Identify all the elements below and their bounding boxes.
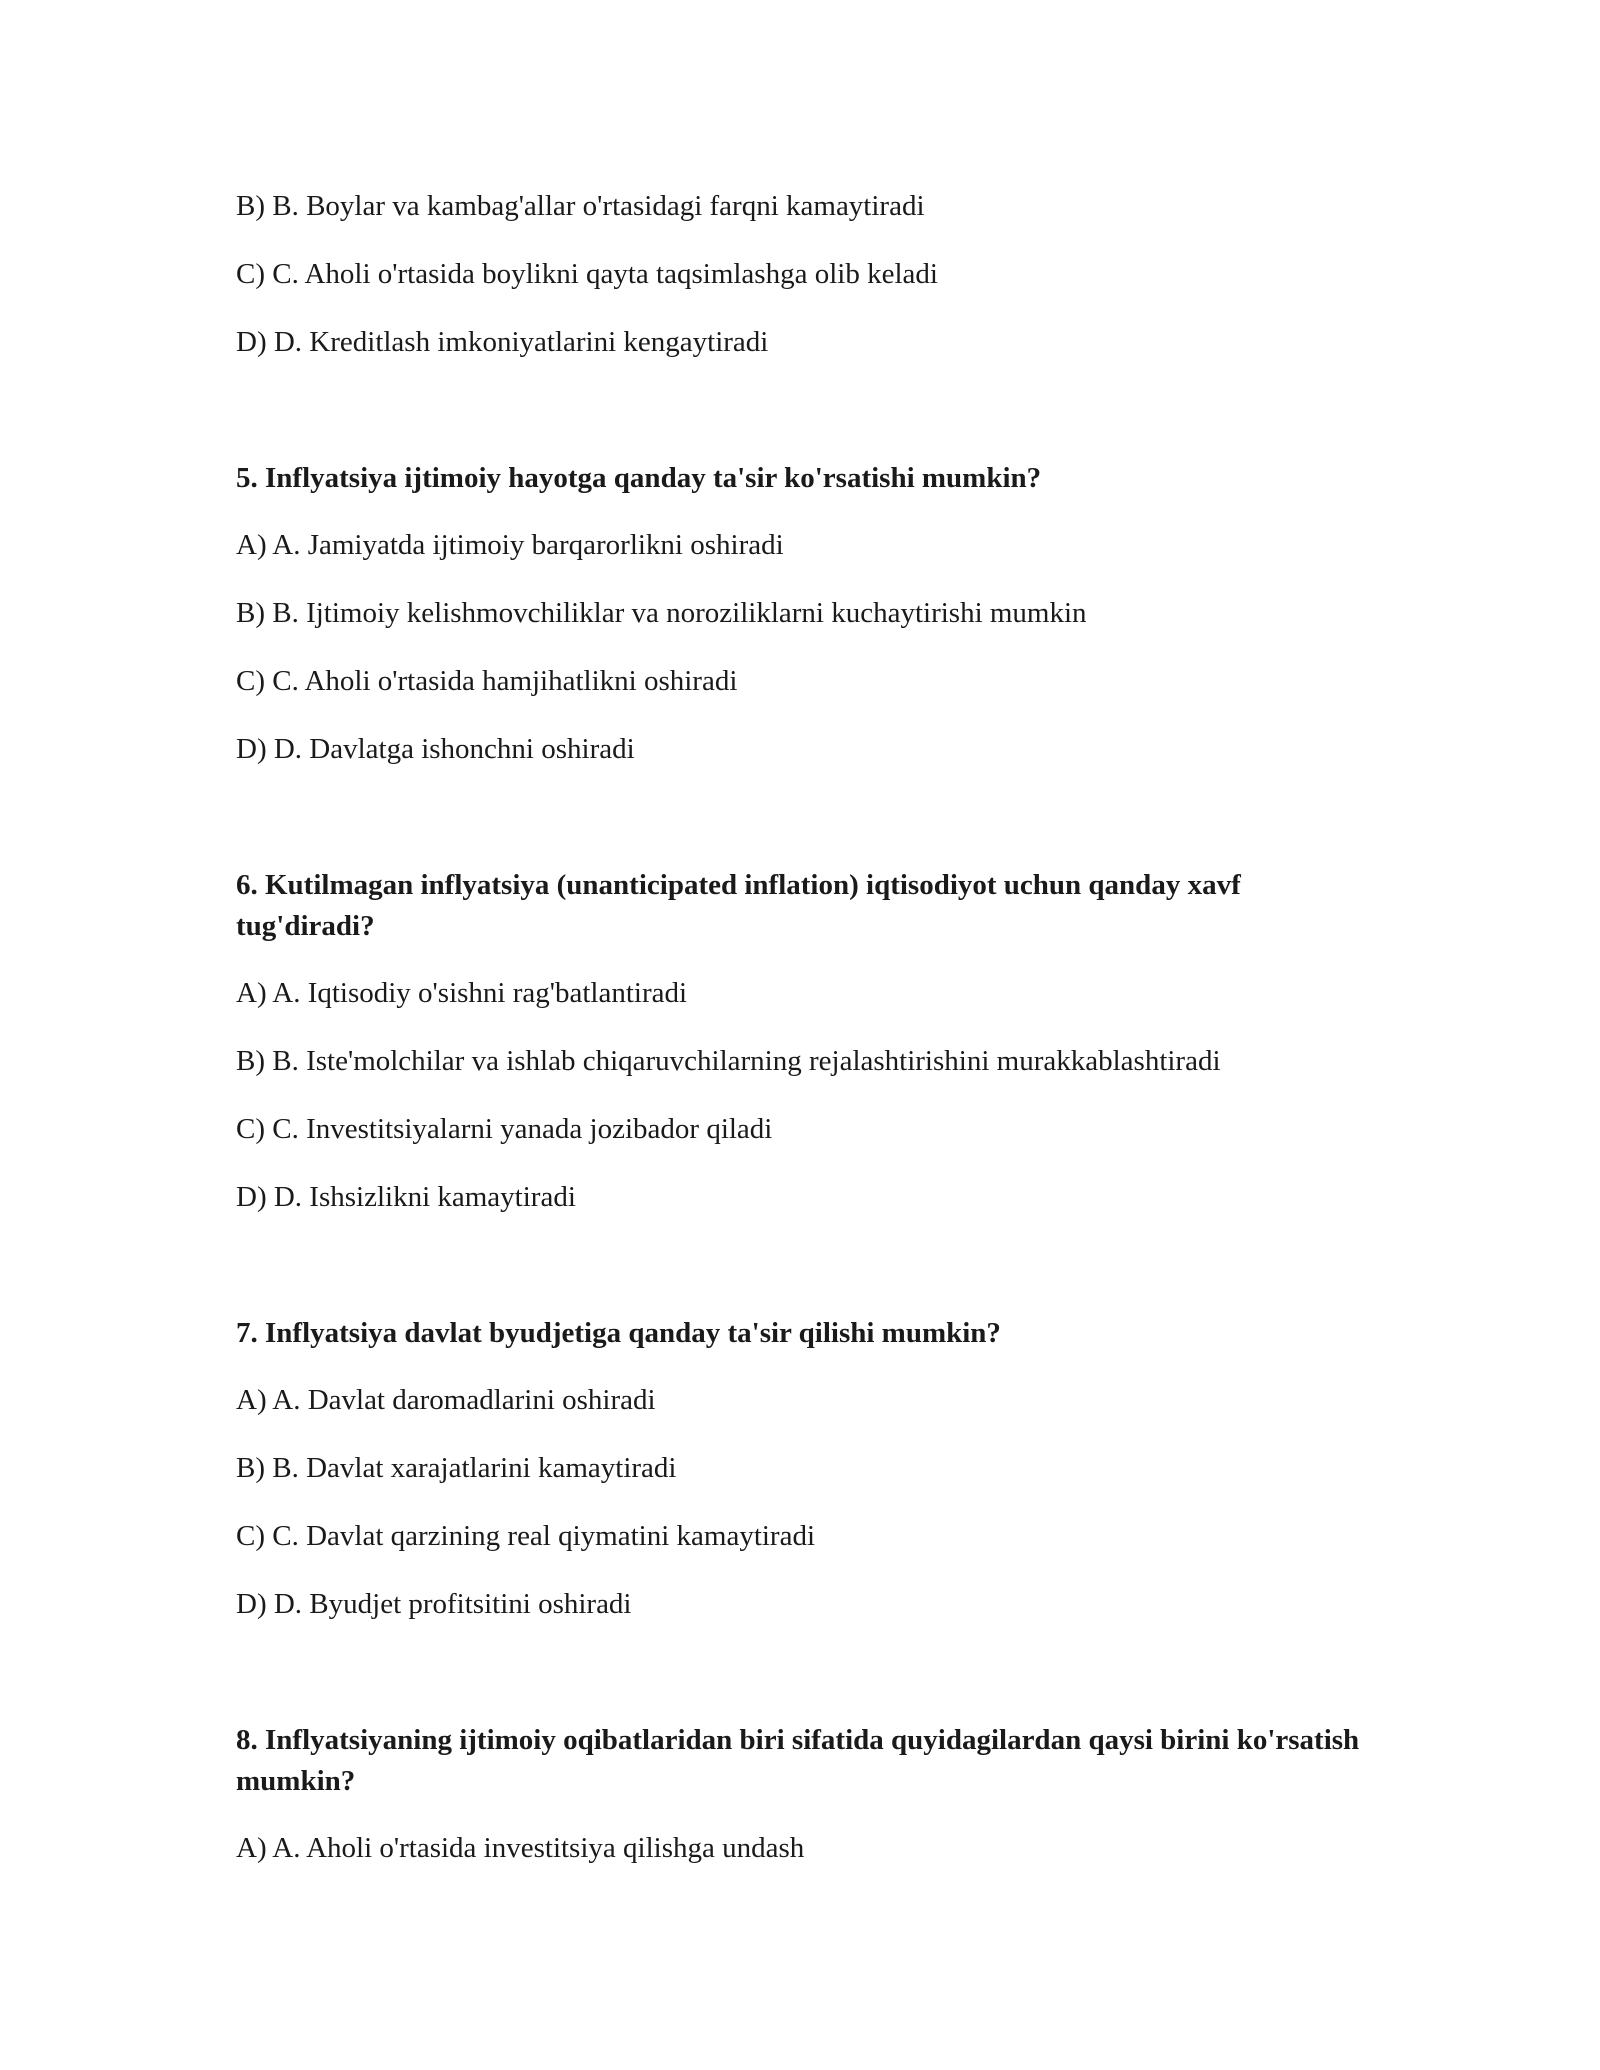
spacer [236,1245,1366,1313]
question-block-8 [236,1720,1366,1868]
answer-option-6d: D) D. Ishsizlikni kamaytiradi [236,1181,576,1213]
answer-option-6a: A) A. Iqtisodiy o'sishni rag'batlantiradi [236,977,688,1009]
question-8-title: 8. Inflyatsiyaning ijtimoiy oqibatlaridan biri sifatida quyidagilardan qaysi birini ko'rsatish mumkin? [236,1724,1360,1797]
answer-option-6b: B) B. Iste'molchilar va ishlab chiqaruvchilarning rejalashtirishini murakkablashtiradi [236,1045,1221,1077]
answer-option-7d: D) D. Byudjet profitsitini oshiradi [236,1588,632,1620]
question-block-5 [236,458,1366,769]
question-block-6 [236,865,1366,1217]
answer-option-6c: C) C. Investitsiyalarni yanada jozibador qiladi [236,1113,773,1145]
answer-option-7b: B) B. Davlat xarajatlarini kamaytiradi [236,1452,677,1484]
answer-option-7c: C) C. Davlat qarzining real qiymatini kamaytiradi [236,1520,816,1552]
answer-option-8a: A) A. Aholi o'rtasida investitsiya qilishga undash [236,1832,805,1864]
spacer [236,390,1366,458]
question-5-title: 5. Inflyatsiya ijtimoiy hayotga qanday ta'sir ko'rsatishi mumkin? [236,462,1042,494]
question-7-title: 7. Inflyatsiya davlat byudjetiga qanday ta'sir qilishi mumkin? [236,1317,1001,1349]
answer-option-4c: C) C. Aholi o'rtasida boylikni qayta taqsimlashga olib keladi [236,258,938,290]
question-block-4-tail [236,186,1366,362]
spacer [236,797,1366,865]
answer-option-5c: C) C. Aholi o'rtasida hamjihatlikni oshiradi [236,665,738,697]
quiz-content [236,186,1366,1896]
spacer [236,1652,1366,1720]
answer-option-4b: B) B. Boylar va kambag'allar o'rtasidagi farqni kamaytiradi [236,190,925,222]
question-block-7 [236,1313,1366,1624]
answer-option-5d: D) D. Davlatga ishonchni oshiradi [236,733,635,765]
answer-option-5a: A) A. Jamiyatda ijtimoiy barqarorlikni oshiradi [236,529,784,561]
answer-option-4d: D) D. Kreditlash imkoniyatlarini kengaytiradi [236,326,769,358]
question-6-title: 6. Kutilmagan inflyatsiya (unanticipated inflation) iqtisodiyot uchun qanday xavf tug'diradi? [236,869,1241,942]
answer-option-5b: B) B. Ijtimoiy kelishmovchiliklar va noroziliklarni kuchaytirishi mumkin [236,597,1087,629]
answer-option-7a: A) A. Davlat daromadlarini oshiradi [236,1384,656,1416]
